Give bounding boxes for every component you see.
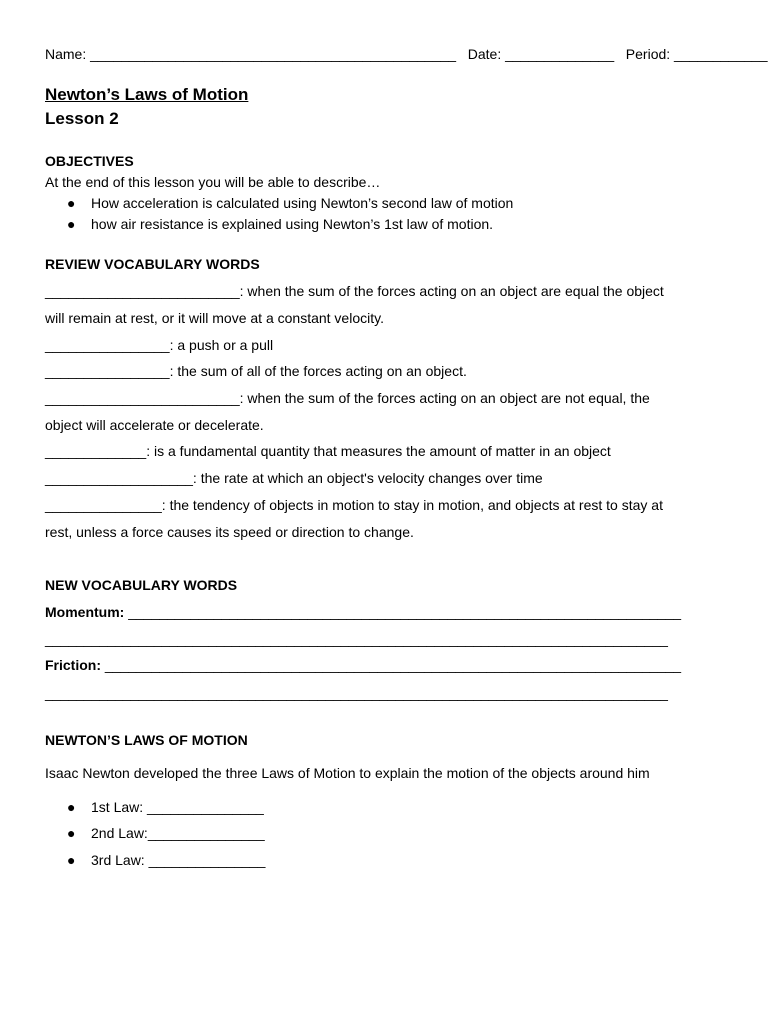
bullet-icon: ● <box>67 852 76 868</box>
objective-text: how air resistance is explained using Newton’s 1st law of motion. <box>91 216 494 232</box>
laws-heading: NEWTON’S LAWS OF MOTION <box>45 732 248 748</box>
law-text: 3rd Law: _______________ <box>91 852 266 868</box>
header-row <box>45 45 767 63</box>
friction-label: Friction: <box>45 657 101 673</box>
law-text: 2nd Law:_______________ <box>91 825 265 841</box>
period-blank: ____________ <box>674 46 768 62</box>
friction-blank-line: ________________________________________________________________________________ <box>45 685 668 701</box>
review-vocab-line: _________________________: when the sum of the forces acting on an object are not equal, the <box>45 390 650 406</box>
objectives-heading: OBJECTIVES <box>45 153 134 169</box>
name-label: Name: <box>45 46 87 62</box>
review-vocab-line: will remain at rest, or it will move at a constant velocity. <box>45 310 384 326</box>
date-label: Date: <box>467 46 502 62</box>
friction-row <box>45 656 681 674</box>
name-blank: _______________________________________________ <box>90 46 457 62</box>
review-vocab-heading: REVIEW VOCABULARY WORDS <box>45 256 260 272</box>
friction-blank: __________________________________________________________________________ <box>104 657 682 673</box>
law-item <box>67 824 265 842</box>
worksheet-page <box>45 0 768 1024</box>
bullet-icon: ● <box>67 195 76 211</box>
new-vocab-heading: NEW VOCABULARY WORDS <box>45 577 238 593</box>
review-vocab-line: rest, unless a force causes its speed or direction to change. <box>45 524 414 540</box>
laws-intro: Isaac Newton developed the three Laws of Motion to explain the motion of the objects around him <box>45 765 650 781</box>
law-text: 1st Law: _______________ <box>91 799 264 815</box>
bullet-icon: ● <box>67 825 76 841</box>
law-item <box>67 798 264 816</box>
momentum-blank: _______________________________________________________________________ <box>128 604 682 620</box>
objective-text: How acceleration is calculated using Newton’s second law of motion <box>91 195 514 211</box>
objective-item <box>67 215 493 233</box>
review-vocab-line: _____________: is a fundamental quantity that measures the amount of matter in an object <box>45 443 611 459</box>
review-vocab-line: ________________: the sum of all of the forces acting on an object. <box>45 363 467 379</box>
objective-item <box>67 194 513 212</box>
page-title: Newton’s Laws of Motion <box>45 85 249 104</box>
review-vocab-line: ________________: a push or a pull <box>45 337 274 353</box>
review-vocab-line: ___________________: the rate at which an object's velocity changes over time <box>45 470 543 486</box>
momentum-label: Momentum: <box>45 604 125 620</box>
law-item <box>67 851 265 869</box>
bullet-icon: ● <box>67 799 76 815</box>
review-vocab-line: _______________: the tendency of objects in motion to stay in motion, and objects at rest to stay at <box>45 497 663 513</box>
bullet-icon: ● <box>67 216 76 232</box>
review-vocab-line: object will accelerate or decelerate. <box>45 417 264 433</box>
review-vocab-line: _________________________: when the sum of the forces acting on an object are equal the object <box>45 283 664 299</box>
period-label: Period: <box>625 46 671 62</box>
objectives-intro: At the end of this lesson you will be able to describe… <box>45 174 381 190</box>
momentum-blank-line: ________________________________________________________________________________ <box>45 631 668 647</box>
lesson-number: Lesson 2 <box>45 109 119 128</box>
momentum-row <box>45 603 681 621</box>
date-blank: ______________ <box>505 46 615 62</box>
